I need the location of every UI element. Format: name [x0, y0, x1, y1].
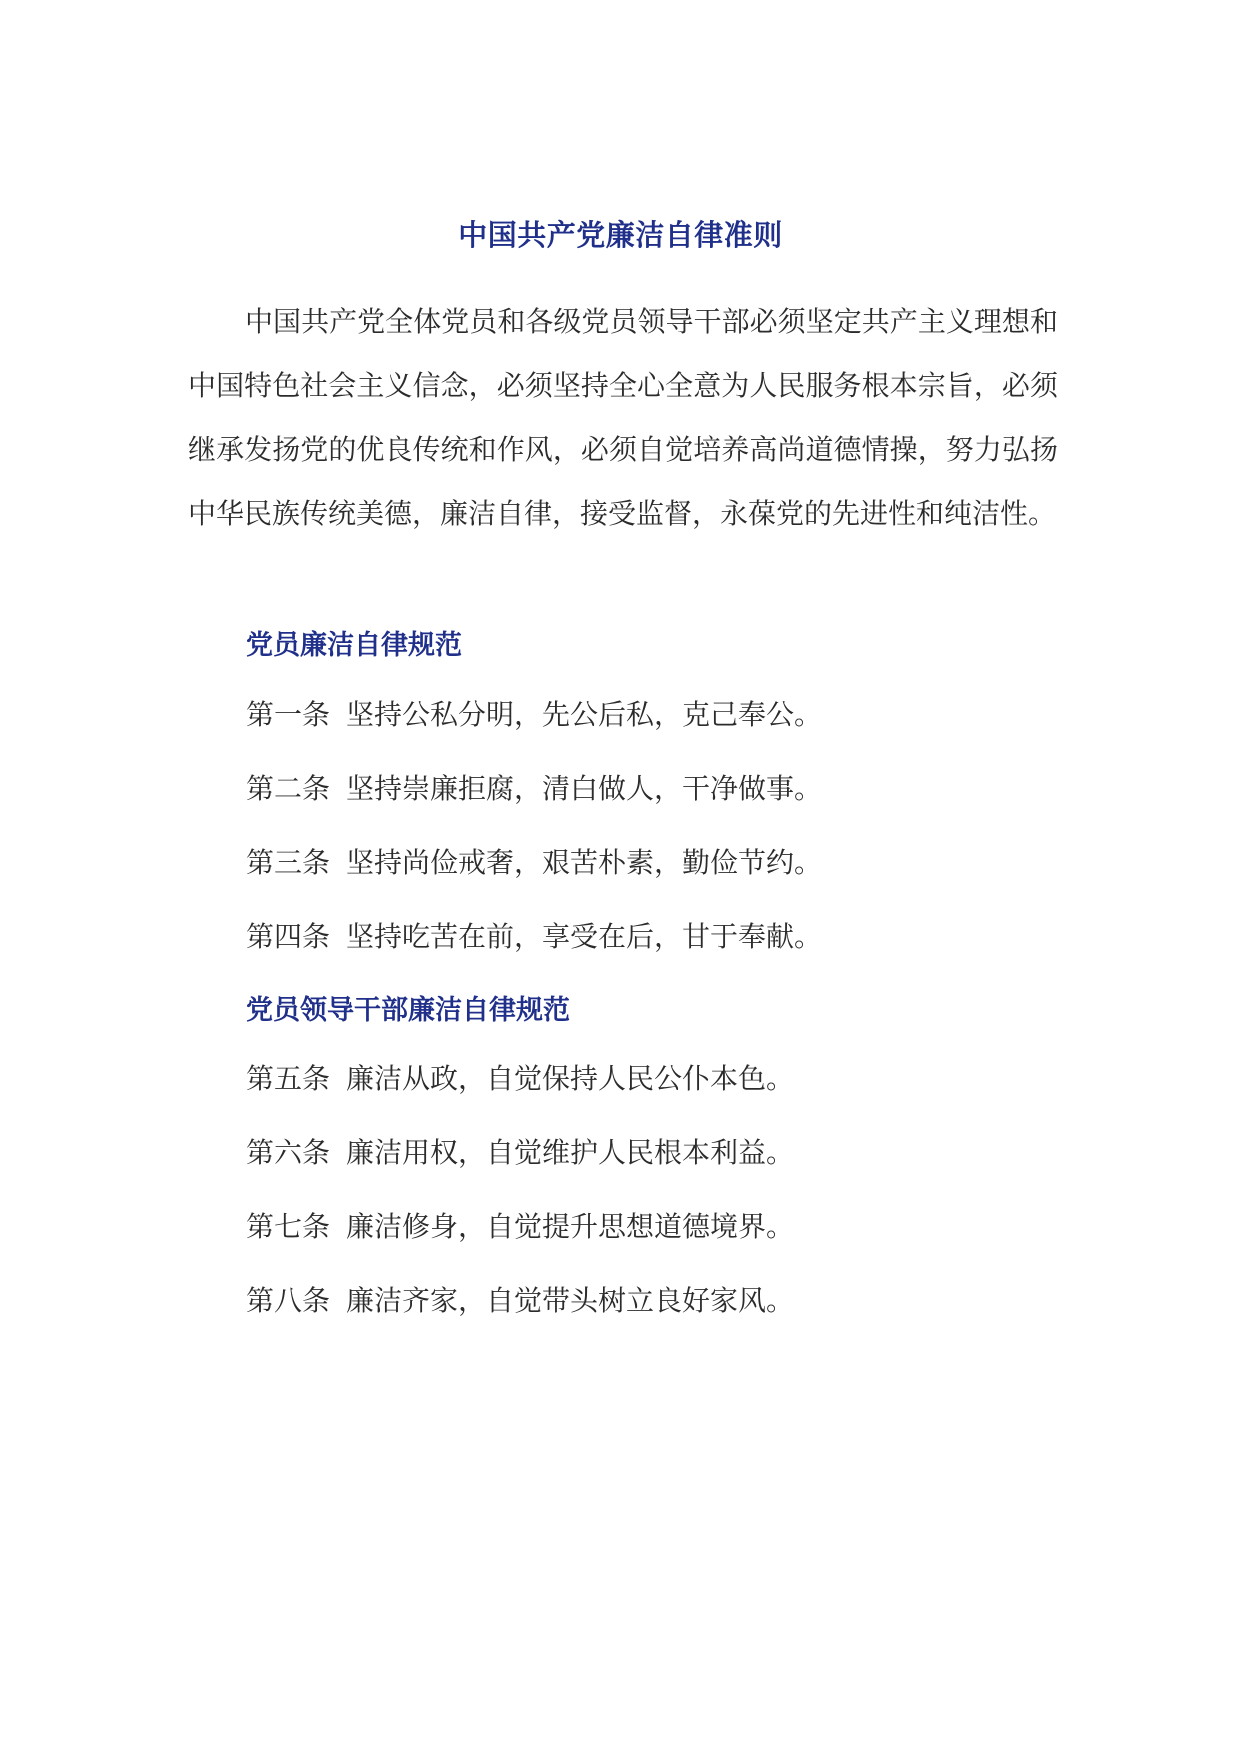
article-2: [246, 769, 822, 809]
article-number: 第七条: [246, 1210, 331, 1243]
article-number: 第三条: [246, 846, 331, 879]
article-number: 第八条: [246, 1284, 331, 1317]
article-text: 廉洁用权，自觉维护人民根本利益。: [346, 1136, 795, 1169]
article-number: 第五条: [246, 1062, 331, 1095]
article-text: 坚持尚俭戒奢，艰苦朴素，勤俭节约。: [346, 846, 823, 879]
article-number: 第二条: [246, 772, 331, 805]
article-text: 坚持吃苦在前，享受在后，甘于奉献。: [346, 920, 823, 953]
intro-paragraph: 中国共产党全体党员和各级党员领导干部必须坚定共产主义理想和中国特色社会主义信念，必须坚持全心全意为人民服务根本宗旨，必须继承发扬党的优良传统和作风，必须自觉培养高尚道德情操，努力弘扬中华民族传统美德，廉洁自律，接受监督，永葆党的先进性和纯洁性。: [188, 305, 1058, 530]
article-text: 廉洁齐家，自觉带头树立良好家风。: [346, 1284, 795, 1317]
article-number: 第一条: [246, 698, 331, 731]
article-6: [246, 1133, 794, 1173]
article-number: 第四条: [246, 920, 331, 953]
article-text: 坚持公私分明，先公后私，克己奉公。: [346, 698, 823, 731]
article-8: [246, 1281, 794, 1321]
article-text: 坚持崇廉拒腐，清白做人，干净做事。: [346, 772, 823, 805]
document-title: 中国共产党廉洁自律准则: [458, 218, 783, 253]
article-7: [246, 1207, 794, 1247]
article-3: [246, 843, 822, 883]
section-heading-leader: 党员领导干部廉洁自律规范: [246, 995, 570, 1026]
article-5: [246, 1059, 794, 1099]
article-1: [246, 695, 822, 735]
article-number: 第六条: [246, 1136, 331, 1169]
article-text: 廉洁从政，自觉保持人民公仆本色。: [346, 1062, 795, 1095]
article-4: [246, 917, 822, 957]
article-text: 廉洁修身，自觉提升思想道德境界。: [346, 1210, 795, 1243]
section-heading-member: 党员廉洁自律规范: [246, 630, 462, 661]
